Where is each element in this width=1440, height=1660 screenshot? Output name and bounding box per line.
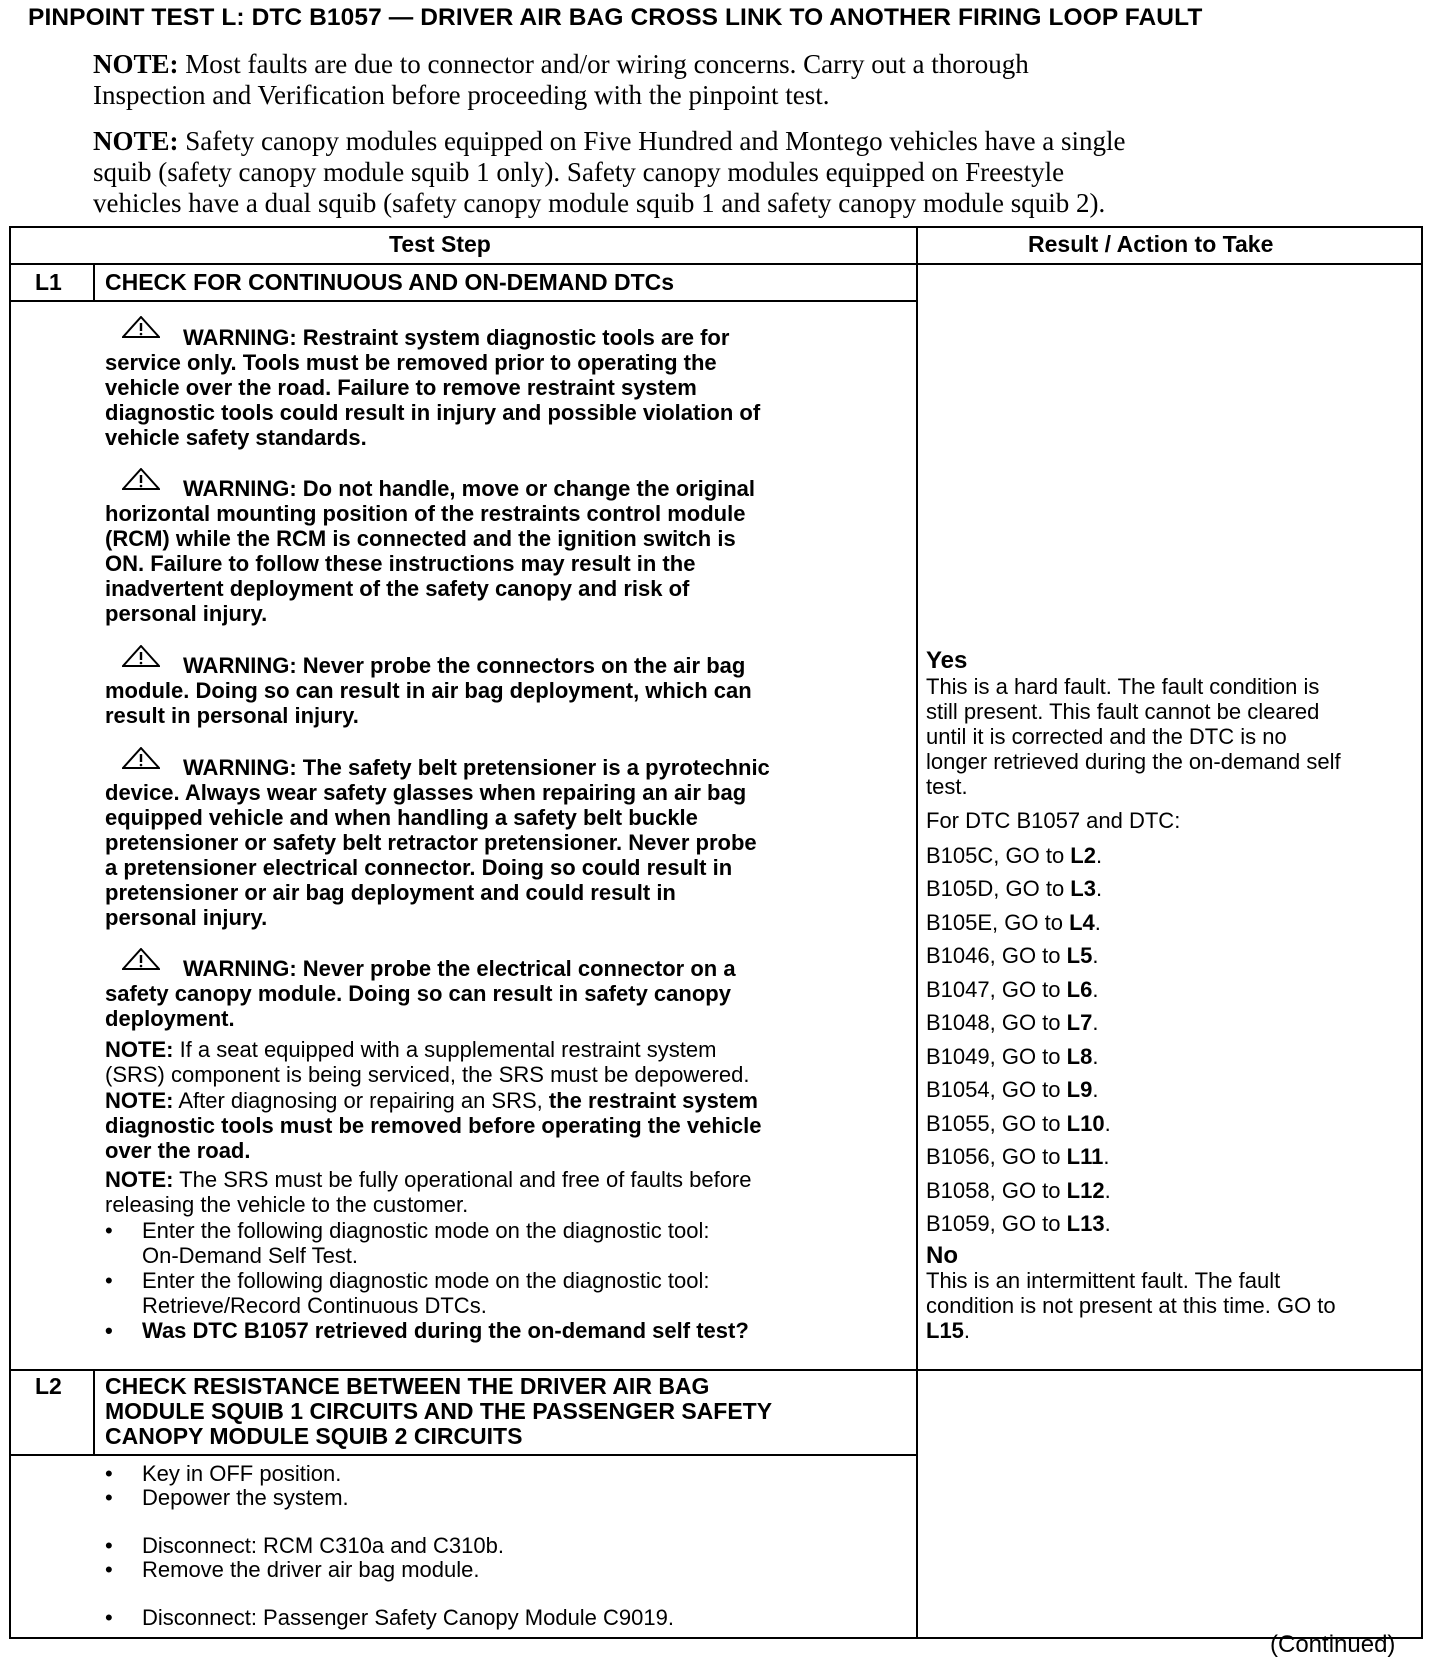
bullet: • — [105, 1485, 113, 1510]
column-header-test-step: Test Step — [389, 231, 491, 257]
action-text: On-Demand Self Test. — [142, 1243, 359, 1268]
dtc-code: B1048, GO to — [926, 1010, 1067, 1035]
dtc-code: B1046, GO to — [926, 943, 1067, 968]
dtc-goto-row — [926, 1044, 1098, 1070]
note-text: releasing the vehicle to the customer. — [105, 1192, 469, 1217]
punct: . — [1104, 1211, 1111, 1236]
step-heading: CHECK FOR CONTINUOUS AND ON-DEMAND DTCs — [105, 269, 675, 295]
row-divider — [9, 1369, 1423, 1371]
bullet: • — [105, 1218, 113, 1243]
goto-step-link[interactable]: L5 — [1066, 943, 1093, 968]
result-line: still present. This fault cannot be cleared — [926, 699, 1320, 724]
punct: . — [1092, 977, 1099, 1002]
page-title: PINPOINT TEST L: DTC B1057 — DRIVER AIR BAG CROSS LINK TO ANOTHER FIRING LOOP FAULT — [28, 4, 1203, 31]
warning-line: service only. Tools must be removed prior to operating the — [105, 350, 717, 375]
warning-line: a pretensioner electrical connector. Doing so could result in — [105, 855, 733, 880]
result-yes-label: Yes — [926, 647, 968, 674]
step-heading — [105, 1374, 772, 1449]
dtc-goto-row — [926, 1211, 1111, 1237]
goto-step-link[interactable]: L15 — [926, 1318, 964, 1343]
goto-step-link[interactable]: L12 — [1066, 1178, 1105, 1203]
punct: . — [1092, 1077, 1099, 1102]
bullet: • — [105, 1461, 113, 1486]
dtc-goto-row — [926, 943, 1098, 969]
warning-block — [105, 755, 865, 930]
warning-line: pretensioner or air bag deployment and could result in — [105, 880, 676, 905]
note-text: vehicles have a dual squib (safety canopy module squib 1 and safety canopy module squib 2). — [93, 188, 1106, 218]
result-line: condition is not present at this time. GO to — [926, 1293, 1336, 1318]
column-divider — [916, 226, 918, 1639]
goto-step-link[interactable]: L10 — [1066, 1111, 1105, 1136]
note-inspection — [93, 49, 1029, 111]
warning-line: WARNING: Restraint system diagnostic tools are for — [183, 325, 730, 350]
result-line: longer retrieved during the on-demand self — [926, 749, 1341, 774]
action-text: Disconnect: Passenger Safety Canopy Module C9019. — [142, 1605, 674, 1630]
bullet: • — [105, 1533, 113, 1558]
note-text: If a seat equipped with a supplemental restraint system — [173, 1037, 717, 1062]
punct: . — [1095, 876, 1103, 901]
step-id-divider — [93, 263, 95, 301]
step-heading-divider — [9, 1454, 918, 1456]
warning-line: inadvertent deployment of the safety canopy and risk of — [105, 576, 690, 601]
dtc-goto-row — [926, 910, 1101, 936]
note-label: NOTE: — [105, 1167, 174, 1192]
punct: . — [1095, 843, 1103, 868]
note-label: NOTE: — [93, 49, 179, 79]
step-id-divider — [93, 1369, 95, 1455]
note-text: Safety canopy modules equipped on Five Hundred and Montego vehicles have a single — [185, 126, 1126, 156]
punct: . — [1104, 1178, 1111, 1203]
punct: . — [1092, 943, 1099, 968]
dtc-goto-row — [926, 1111, 1111, 1137]
action-text: Remove the driver air bag module. — [142, 1557, 480, 1582]
dtc-goto-row — [926, 977, 1098, 1003]
for-dtc-label: For DTC B1057 and DTC: — [926, 808, 1181, 833]
bullet: • — [105, 1557, 113, 1582]
result-line: This is an intermittent fault. The fault — [926, 1268, 1281, 1293]
warning-line: equipped vehicle and when handling a safety belt buckle — [105, 805, 698, 830]
dtc-goto-row — [926, 1178, 1111, 1204]
warning-line: deployment. — [105, 1006, 235, 1031]
goto-step-link[interactable]: L6 — [1066, 977, 1093, 1002]
question-text: Was DTC B1057 retrieved during the on-demand self test? — [142, 1318, 749, 1343]
note-text: After diagnosing or repairing an SRS, — [173, 1088, 549, 1113]
goto-step-link[interactable]: L9 — [1066, 1077, 1093, 1102]
step-heading-divider — [9, 300, 918, 302]
punct: . — [963, 1318, 971, 1343]
warning-line: personal injury. — [105, 601, 268, 626]
result-yes-text — [926, 674, 1341, 799]
note-label: NOTE: — [105, 1088, 174, 1113]
warning-block — [105, 653, 865, 728]
note-label: NOTE: — [105, 1037, 174, 1062]
warning-block — [105, 956, 865, 1031]
result-no-label: No — [926, 1242, 958, 1269]
warning-line: horizontal mounting position of the restraints control module — [105, 501, 746, 526]
punct: . — [1092, 1010, 1099, 1035]
dtc-code: B105D, GO to — [926, 876, 1071, 901]
note-label: NOTE: — [93, 126, 179, 156]
dtc-code: B105C, GO to — [926, 843, 1071, 868]
dtc-goto-row — [926, 1010, 1098, 1036]
goto-step-link[interactable]: L3 — [1070, 876, 1096, 901]
result-line: until it is corrected and the DTC is no — [926, 724, 1287, 749]
result-line: This is a hard fault. The fault condition is — [926, 674, 1320, 699]
bullet: • — [105, 1605, 113, 1630]
goto-step-link[interactable]: L2 — [1070, 843, 1096, 868]
dtc-code: B1049, GO to — [926, 1044, 1067, 1069]
dtc-code: B1056, GO to — [926, 1144, 1067, 1169]
warning-line: ON. Failure to follow these instructions may result in the — [105, 551, 696, 576]
warning-line: WARNING: Never probe the electrical connector on a — [183, 956, 736, 981]
action-text: Disconnect: RCM C310a and C310b. — [142, 1533, 504, 1558]
goto-step-link[interactable]: L11 — [1066, 1144, 1104, 1169]
srs-note — [105, 1088, 895, 1163]
warning-line: diagnostic tools could result in injury and possible violation of — [105, 400, 761, 425]
warning-line: WARNING: Never probe the connectors on the air bag — [183, 653, 746, 678]
note-safety-canopy — [93, 126, 1126, 219]
result-line: test. — [926, 774, 968, 799]
srs-note — [105, 1037, 895, 1087]
dtc-code: B105E, GO to — [926, 910, 1070, 935]
action-text: Key in OFF position. — [142, 1461, 342, 1486]
action-text: Retrieve/Record Continuous DTCs. — [142, 1293, 487, 1318]
punct: . — [1104, 1111, 1111, 1136]
punct: . — [1092, 1044, 1099, 1069]
note-text: squib (safety canopy module squib 1 only). Safety canopy modules equipped on Freestyle — [93, 157, 1065, 187]
result-no-text — [926, 1268, 1336, 1343]
punct: . — [1094, 910, 1101, 935]
note-text: Inspection and Verification before proceeding with the pinpoint test. — [93, 80, 830, 110]
dtc-goto-row — [926, 1144, 1109, 1170]
note-text: the restraint system — [548, 1088, 758, 1113]
warning-line: result in personal injury. — [105, 703, 359, 728]
warning-line: personal injury. — [105, 905, 268, 930]
step-heading-line: MODULE SQUIB 1 CIRCUITS AND THE PASSENGER SAFETY — [105, 1398, 773, 1424]
continued-label: (Continued) — [1270, 1631, 1396, 1658]
action-text: Enter the following diagnostic mode on the diagnostic tool: — [142, 1218, 710, 1243]
step-id: L1 — [35, 269, 62, 295]
dtc-code: B1059, GO to — [926, 1211, 1067, 1236]
warning-line: WARNING: The safety belt pretensioner is a pyrotechnic — [183, 755, 770, 780]
note-text: over the road. — [105, 1138, 251, 1163]
warning-block — [105, 325, 865, 450]
punct: . — [1103, 1144, 1110, 1169]
note-text: The SRS must be fully operational and free of faults before — [173, 1167, 752, 1192]
dtc-code: B1047, GO to — [926, 977, 1067, 1002]
goto-step-link[interactable]: L13 — [1066, 1211, 1105, 1236]
bullet: • — [105, 1318, 113, 1343]
bullet: • — [105, 1268, 113, 1293]
note-text: diagnostic tools must be removed before operating the vehicle — [105, 1113, 762, 1138]
warning-line: vehicle over the road. Failure to remove restraint system — [105, 375, 697, 400]
warning-line: vehicle safety standards. — [105, 425, 367, 450]
note-text: (SRS) component is being serviced, the SRS must be depowered. — [105, 1062, 750, 1087]
dtc-goto-row — [926, 876, 1102, 902]
warning-line: module. Doing so can result in air bag deployment, which can — [105, 678, 752, 703]
dtc-code: B1058, GO to — [926, 1178, 1067, 1203]
dtc-goto-row — [926, 1077, 1098, 1103]
action-text: Depower the system. — [142, 1485, 349, 1510]
goto-step-link[interactable]: L4 — [1069, 910, 1095, 935]
step-id: L2 — [35, 1373, 62, 1399]
warning-line: WARNING: Do not handle, move or change the original — [183, 476, 756, 501]
step-heading-line: CANOPY MODULE SQUIB 2 CIRCUITS — [105, 1423, 523, 1449]
warning-block — [105, 476, 865, 626]
srs-note — [105, 1167, 895, 1217]
column-header-result: Result / Action to Take — [1028, 231, 1274, 257]
goto-step-link[interactable]: L7 — [1066, 1010, 1093, 1035]
note-text: Most faults are due to connector and/or wiring concerns. Carry out a thorough — [185, 49, 1029, 79]
header-divider — [9, 263, 1423, 265]
warning-line: pretensioner or safety belt retractor pretensioner. Never probe — [105, 830, 757, 855]
dtc-code: B1055, GO to — [926, 1111, 1067, 1136]
warning-line: (RCM) while the RCM is connected and the ignition switch is — [105, 526, 736, 551]
warning-line: device. Always wear safety glasses when repairing an air bag — [105, 780, 747, 805]
dtc-goto-row — [926, 843, 1102, 869]
goto-step-link[interactable]: L8 — [1066, 1044, 1093, 1069]
dtc-code: B1054, GO to — [926, 1077, 1067, 1102]
warning-line: safety canopy module. Doing so can result in safety canopy — [105, 981, 731, 1006]
step-heading-line: CHECK RESISTANCE BETWEEN THE DRIVER AIR BAG — [105, 1373, 710, 1399]
action-text: Enter the following diagnostic mode on the diagnostic tool: — [142, 1268, 710, 1293]
